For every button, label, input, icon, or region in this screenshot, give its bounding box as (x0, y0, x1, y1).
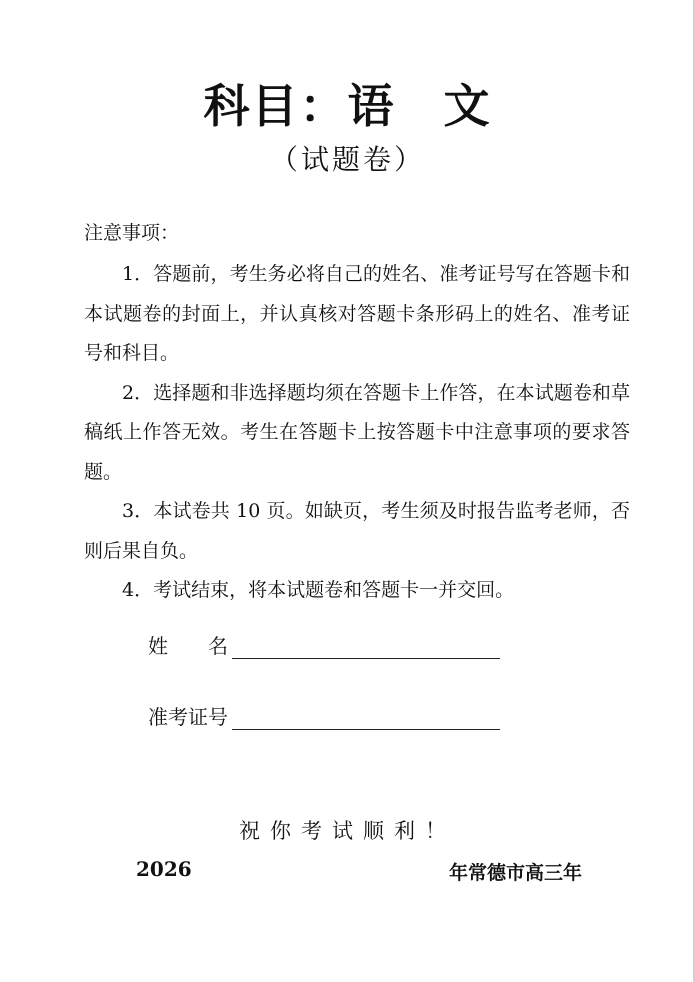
notice-item-1: 1．答题前，考生务必将自己的姓名、准考证号写在答题卡和本试题卷的封面上，并认真核对答题卡条形码上的姓名、准考证号和科目。 (84, 263, 630, 364)
exam-id-blank-line (232, 707, 500, 730)
name-field (148, 630, 500, 659)
name-label: 姓 名 (148, 634, 228, 658)
paper-subtitle: （试题卷） (269, 143, 425, 176)
good-luck-message: 祝你考试顺利！ (239, 819, 456, 843)
exam-id-field (148, 701, 500, 730)
exam-organizer: 年常德市高三年 (449, 862, 583, 884)
exam-year: 2026 (136, 857, 192, 881)
name-blank-line (232, 636, 500, 659)
notice-item-4: 4．考试结束，将本试题卷和答题卡一并交回。 (122, 579, 515, 601)
subject-title: 科目：语 文 (203, 79, 492, 133)
notice-item-3: 3．本试卷共 10 页。如缺页，考生须及时报告监考老师，否则后果自负。 (84, 500, 630, 562)
notice-heading: 注意事项： (84, 222, 180, 244)
notice-list (84, 255, 630, 611)
notice-item-2: 2．选择题和非选择题均须在答题卡上作答，在本试题卷和草稿纸上作答无效。考生在答题卡上按答题卡中注意事项的要求答题。 (84, 381, 630, 483)
exam-id-label: 准考证号 (148, 705, 228, 729)
